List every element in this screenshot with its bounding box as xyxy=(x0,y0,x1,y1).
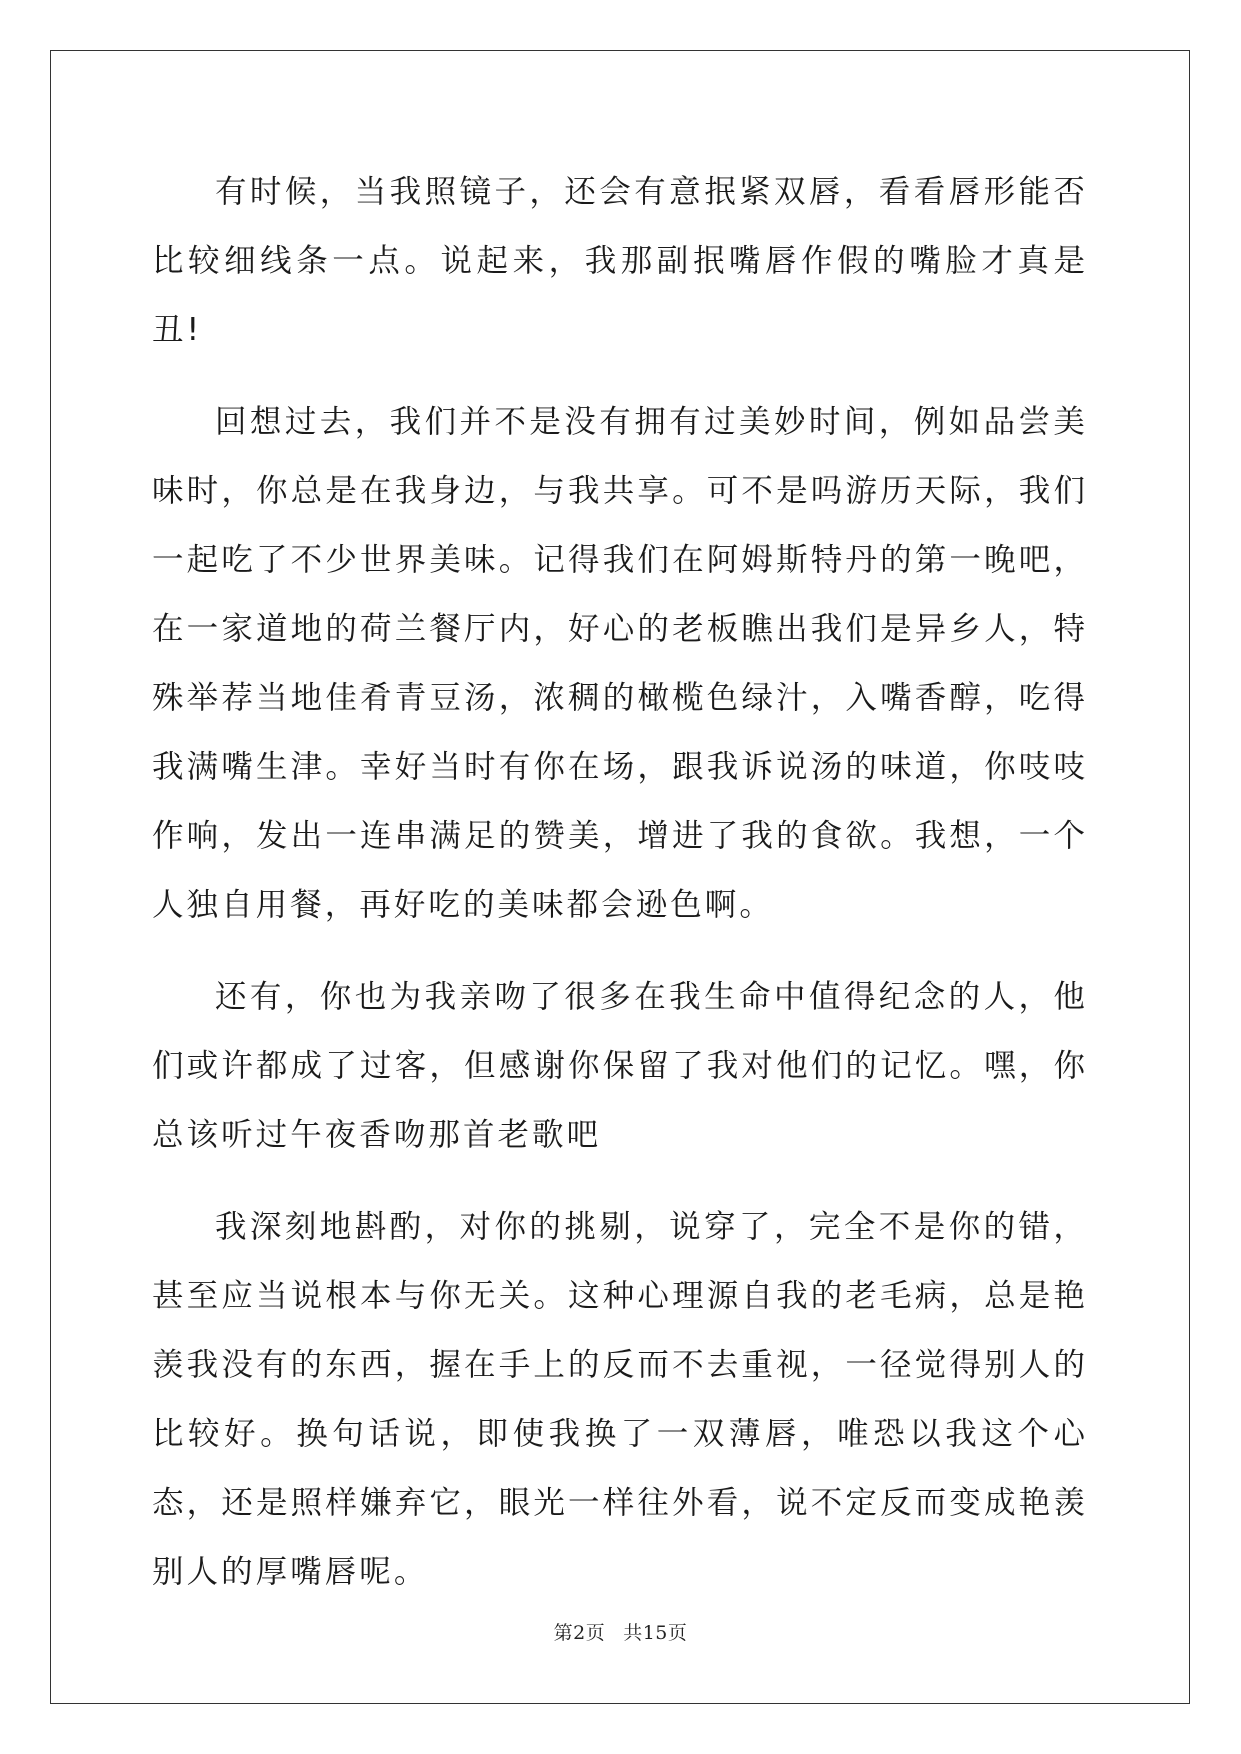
paragraph: 回想过去，我们并不是没有拥有过美妙时间，例如品尝美味时，你总是在我身边，与我共享。可不是吗游历天际，我们一起吃了不少世界美味。记得我们在阿姆斯特丹的第一晚吧，在一家道地的荷兰餐厅内，好心的老板瞧出我们是异乡人，特殊举荐当地佳肴青豆汤，浓稠的橄榄色绿汁，入嘴香醇，吃得我满嘴生津。幸好当时有你在场，跟我诉说汤的味道，你吱吱作响，发出一连串满足的赞美，增进了我的食欲。我想，一个人独自用餐，再好吃的美味都会逊色啊。 xyxy=(152,404,1088,923)
paragraph: 有时候，当我照镜子，还会有意抿紧双唇，看看唇形能否比较细线条一点。说起来，我那副抿嘴唇作假的嘴脸才真是丑! xyxy=(152,174,1088,348)
page-total: 共15页 xyxy=(623,1622,688,1644)
paragraph: 还有，你也为我亲吻了很多在我生命中值得纪念的人，他们或许都成了过客，但感谢你保留了我对他们的记忆。嘿，你总该听过午夜香吻那首老歌吧 xyxy=(152,979,1088,1153)
page-number: 第2页 xyxy=(553,1622,606,1644)
page-footer xyxy=(0,1618,1241,1645)
document-body xyxy=(152,158,1088,1630)
paragraph: 我深刻地斟酌，对你的挑剔，说穿了，完全不是你的错，甚至应当说根本与你无关。这种心理源自我的老毛病，总是艳羡我没有的东西，握在手上的反而不去重视，一径觉得别人的比较好。换句话说，即使我换了一双薄唇，唯恐以我这个心态，还是照样嫌弃它，眼光一样往外看，说不定反而变成艳羡别人的厚嘴唇呢。 xyxy=(152,1209,1088,1590)
